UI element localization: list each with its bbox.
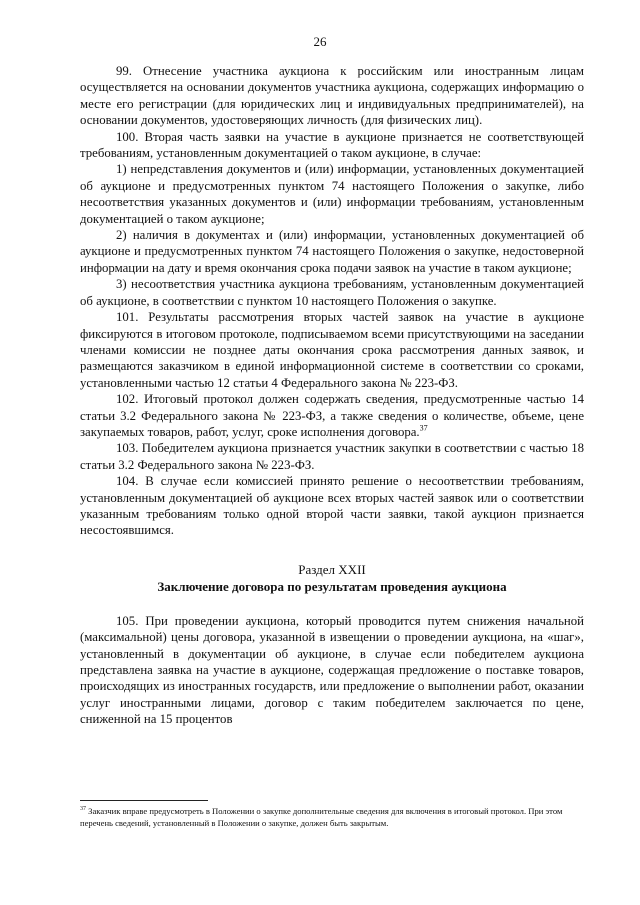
paragraph-99: 99. Отнесение участника аукциона к российским или иностранным лицам осуществляется на основании документов участника аукциона, содержащих информацию о месте его регистрации (для юридических лиц и индивидуальных предпринимателей), на основании документов, удостоверяющих личность (для физических лиц). xyxy=(80,64,584,128)
footnote-divider xyxy=(80,800,208,801)
paragraph-100-item-3: 3) несоответствия участника аукциона требованиям, установленным документацией об аукционе, в соответствии с пунктом 10 настоящего Положения о закупке. xyxy=(80,277,584,308)
paragraph-101: 101. Результаты рассмотрения вторых частей заявок на участие в аукционе фиксируются в итоговом протоколе, подписываемом всеми присутствующими на заседании членами комиссии не позднее даты окончания срока рассмотрения данных заявок, и размещаются заказчиком в единой информационной системе в соответствии со сроками, установленными частью 12 статьи 4 Федерального закона № 223-ФЗ. xyxy=(80,310,584,390)
paragraph-100-item-2: 2) наличия в документах и (или) информации, установленных документацией об аукционе и предусмотренных пунктом 74 настоящего Положения о закупке, недостоверной информации на дату и время окончания срока подачи заявок на участие в таком аукционе; xyxy=(80,228,584,275)
page-number: 26 xyxy=(313,34,327,49)
footnote-reference[interactable]: 37 xyxy=(419,423,428,433)
paragraph-102-text: 102. Итоговый протокол должен содержать сведения, предусмотренные частью 14 статьи 3.2 Федерального закона № 223-ФЗ, а также сведения о количестве, объеме, цене закупаемых товаров, работ, услуг, сроке исполнения договора. xyxy=(80,392,584,439)
paragraph-100: 100. Вторая часть заявки на участие в аукционе признается не соответствующей требованиям, установленным документацией о таком аукционе, в случае: xyxy=(80,129,584,161)
footnote xyxy=(80,805,584,829)
section-label: Раздел XXII xyxy=(298,561,366,577)
body-text xyxy=(80,63,584,728)
paragraph-102 xyxy=(80,391,584,440)
footnote-number: 37 xyxy=(80,806,86,813)
paragraph-103: 103. Победителем аукциона признается участник закупки в соответствии с частью 18 статьи 3.2 Федерального закона № 223-ФЗ. xyxy=(80,441,584,472)
paragraph-105: 105. При проведении аукциона, который проводится путем снижения начальной (максимальной) цены договора, указанной в извещении о проведении аукциона, на «шаг», установленный в документации об аукционе, в случае если победителем аукциона представлена заявка на участие в аукционе, содержащая предложение о поставке товаров, происходящих из иностранных государств, или предложение о выполнении работ, оказании услуг иностранными лицами, договор с таким победителем заключается по цене, сниженной на 15 процентов xyxy=(80,613,584,727)
paragraph-104: 104. В случае если комиссией принято решение о несоответствии требованиям, установленным документацией об аукционе всех вторых частей заявок или о соответствии указанным требованиям только одной второй части заявки, такой аукцион признается несостоявшимся. xyxy=(80,474,584,538)
footnote-text: Заказчик вправе предусмотреть в Положении о закупке дополнительные сведения для включения в итоговый протокол. При этом перечень сведений, установленный в Положении о закупке, должен быть закрытым. xyxy=(80,806,563,828)
section-title: Заключение договора по результатам проведения аукциона xyxy=(157,578,507,594)
paragraph-100-item-1: 1) непредставления документов и (или) информации, установленных документацией об аукционе и предусмотренных пунктом 74 настоящего Положения о закупке, либо несоответствия указанных документов и (или) информации требованиям, установленным документацией о таком аукционе; xyxy=(80,162,584,226)
